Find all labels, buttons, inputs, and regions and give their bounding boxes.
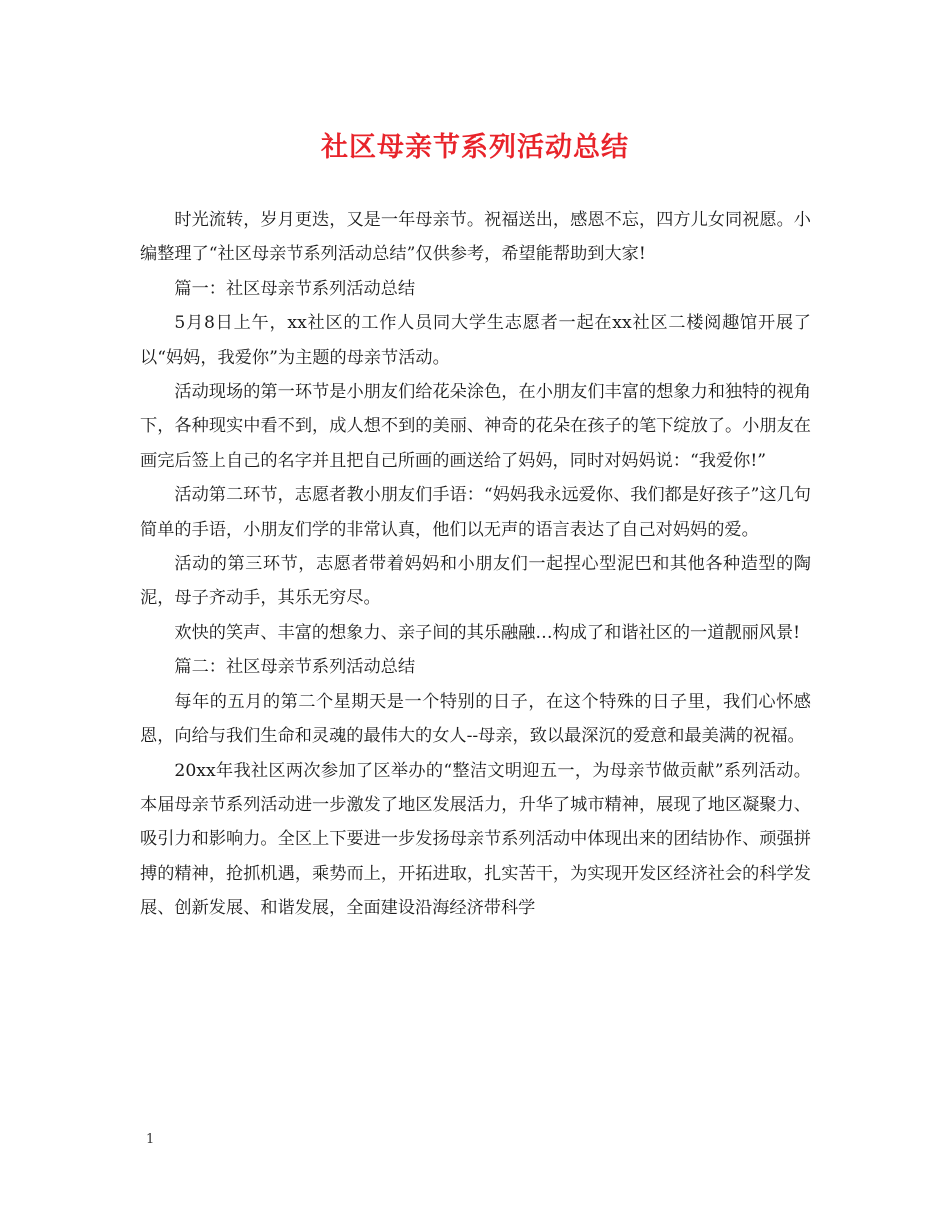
section-heading-part-one: 篇一：社区母亲节系列活动总结 <box>174 278 416 299</box>
page-number: 1 <box>146 1132 155 1147</box>
intro-paragraph: 时光流转，岁月更迭，又是一年母亲节。祝福送出，感恩不忘，四方儿女同祝愿。小编整理了“社区母亲节系列活动总结”仅供参考，希望能帮助到大家! <box>140 210 811 265</box>
body-paragraph: 活动的第三环节，志愿者带着妈妈和小朋友们一起捏心型泥巴和其他各种造型的陶泥，母子齐动手，其乐无穷尽。 <box>140 554 811 609</box>
body-paragraph: 欢快的笑声、丰富的想象力、亲子间的其乐融融…构成了和谐社区的一道靓丽风景! <box>174 622 801 643</box>
section-heading-part-two: 篇二：社区母亲节系列活动总结 <box>174 657 416 678</box>
page-title: 社区母亲节系列活动总结 <box>321 132 629 163</box>
body-paragraph: 活动现场的第一环节是小朋友们给花朵涂色，在小朋友们丰富的想象力和独特的视角下，各种现实中看不到，成人想不到的美丽、神奇的花朵在孩子的笔下绽放了。小朋友在画完后签上自己的名字并且把自己所画的画送给了妈妈，同时对妈妈说：“我爱你!” <box>140 382 811 471</box>
document-body <box>140 203 811 926</box>
body-paragraph: 活动第二环节，志愿者教小朋友们手语：“妈妈我永远爱你、我们都是好孩子”这几句简单的手语，小朋友们学的非常认真，他们以无声的语言表达了自己对妈妈的爱。 <box>140 485 811 540</box>
body-paragraph: 20xx年我社区两次参加了区举办的“整洁文明迎五一，为母亲节做贡献”系列活动。本届母亲节系列活动进一步激发了地区发展活力，升华了城市精神，展现了地区凝聚力、吸引力和影响力。全区上下要进一步发扬母亲节系列活动中体现出来的团结协作、顽强拼搏的精神，抢抓机遇，乘势而上，开拓进取，扎实苦干，为实现开发区经济社会的科学发展、创新发展、和谐发展，全面建设沿海经济带科学 <box>140 760 811 919</box>
body-paragraph: 5月8日上午，xx社区的工作人员同大学生志愿者一起在xx社区二楼阅趣馆开展了以“妈妈，我爱你”为主题的母亲节活动。 <box>140 313 811 368</box>
body-paragraph: 每年的五月的第二个星期天是一个特别的日子，在这个特殊的日子里，我们心怀感恩，向给与我们生命和灵魂的最伟大的女人--母亲，致以最深沉的爱意和最美满的祝福。 <box>140 691 811 747</box>
